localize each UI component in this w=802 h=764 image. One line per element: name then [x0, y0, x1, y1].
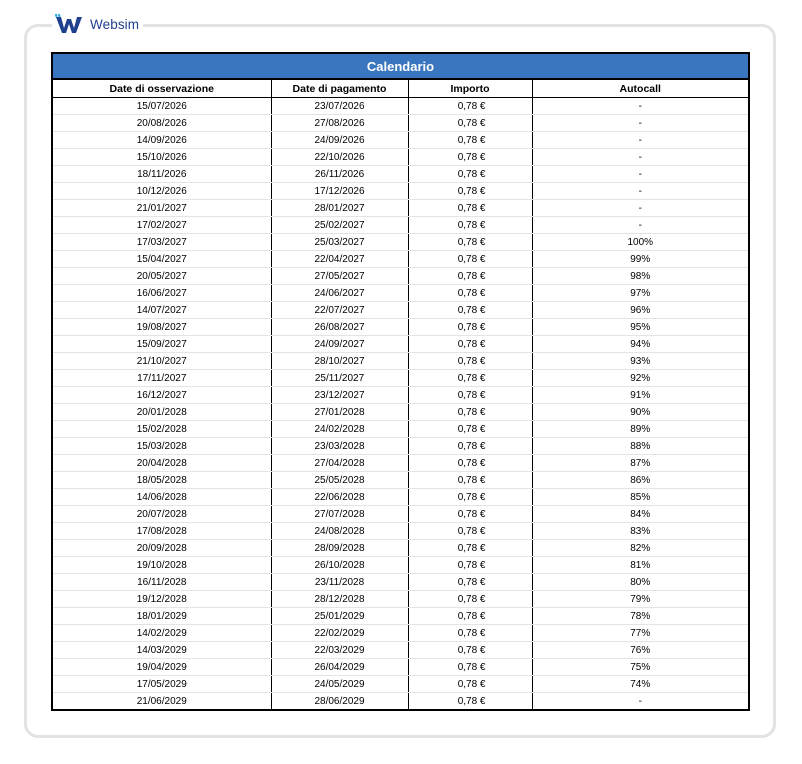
amount-value: 0,78 € [457, 338, 486, 350]
amount-cell [408, 234, 532, 251]
table-row [53, 455, 748, 472]
amount-value: 0,78 € [457, 134, 486, 146]
payment-date-cell: 17/12/2026 [271, 183, 408, 200]
observation-date-cell: 21/01/2027 [53, 200, 271, 217]
observation-date-cell: 20/09/2028 [53, 540, 271, 557]
calendar-table-container [51, 52, 750, 711]
autocall-cell: - [532, 115, 748, 132]
table-row [53, 693, 748, 710]
table-title: Calendario [53, 54, 748, 79]
amount-value: 0,78 € [457, 593, 486, 605]
autocall-cell: 95% [532, 319, 748, 336]
amount-value: 0,78 € [457, 287, 486, 299]
table-row [53, 217, 748, 234]
table-row [53, 132, 748, 149]
payment-date-cell: 26/11/2026 [271, 166, 408, 183]
payment-date-cell: 26/04/2029 [271, 659, 408, 676]
table-row [53, 574, 748, 591]
amount-cell [408, 251, 532, 268]
table-row [53, 353, 748, 370]
payment-date-cell: 22/03/2029 [271, 642, 408, 659]
observation-date-cell: 18/05/2028 [53, 472, 271, 489]
autocall-cell: 79% [532, 591, 748, 608]
autocall-cell: 91% [532, 387, 748, 404]
amount-value: 0,78 € [457, 202, 486, 214]
payment-date-cell: 25/05/2028 [271, 472, 408, 489]
amount-value: 0,78 € [457, 321, 486, 333]
table-row [53, 523, 748, 540]
table-row [53, 149, 748, 166]
amount-value: 0,78 € [457, 508, 486, 520]
amount-value: 0,78 € [457, 542, 486, 554]
payment-date-cell: 28/10/2027 [271, 353, 408, 370]
autocall-cell: 81% [532, 557, 748, 574]
table-row [53, 557, 748, 574]
table-row [53, 234, 748, 251]
table-row [53, 115, 748, 132]
amount-value: 0,78 € [457, 644, 486, 656]
autocall-cell: 89% [532, 421, 748, 438]
payment-date-cell: 27/04/2028 [271, 455, 408, 472]
observation-date-cell: 15/03/2028 [53, 438, 271, 455]
payment-date-cell: 22/04/2027 [271, 251, 408, 268]
amount-cell [408, 523, 532, 540]
payment-date-cell: 25/01/2029 [271, 608, 408, 625]
amount-cell [408, 404, 532, 421]
amount-value: 0,78 € [457, 117, 486, 129]
autocall-cell: - [532, 98, 748, 115]
payment-date-cell: 23/03/2028 [271, 438, 408, 455]
amount-cell [408, 625, 532, 642]
amount-cell [408, 319, 532, 336]
amount-value: 0,78 € [457, 678, 486, 690]
table-row [53, 438, 748, 455]
observation-date-cell: 20/08/2026 [53, 115, 271, 132]
amount-cell [408, 540, 532, 557]
table-row [53, 506, 748, 523]
table-row [53, 302, 748, 319]
autocall-cell: 83% [532, 523, 748, 540]
autocall-cell: 77% [532, 625, 748, 642]
payment-date-cell: 23/11/2028 [271, 574, 408, 591]
payment-date-cell: 25/11/2027 [271, 370, 408, 387]
payment-date-cell: 25/03/2027 [271, 234, 408, 251]
amount-cell [408, 659, 532, 676]
amount-cell [408, 200, 532, 217]
amount-cell [408, 506, 532, 523]
payment-date-cell: 22/02/2029 [271, 625, 408, 642]
amount-cell [408, 489, 532, 506]
observation-date-cell: 15/10/2026 [53, 149, 271, 166]
observation-date-cell: 17/05/2029 [53, 676, 271, 693]
observation-date-cell: 16/11/2028 [53, 574, 271, 591]
amount-value: 0,78 € [457, 627, 486, 639]
autocall-cell: - [532, 183, 748, 200]
autocall-cell: 74% [532, 676, 748, 693]
table-row [53, 268, 748, 285]
amount-value: 0,78 € [457, 100, 486, 112]
table-row [53, 472, 748, 489]
column-header-payment-date: Date di pagamento [271, 79, 408, 98]
amount-cell [408, 336, 532, 353]
payment-date-cell: 23/07/2026 [271, 98, 408, 115]
payment-date-cell: 24/09/2027 [271, 336, 408, 353]
amount-value: 0,78 € [457, 457, 486, 469]
brand-name: Websim [90, 16, 140, 32]
observation-date-cell: 18/11/2026 [53, 166, 271, 183]
table-row [53, 591, 748, 608]
amount-value: 0,78 € [457, 610, 486, 622]
payment-date-cell: 24/09/2026 [271, 132, 408, 149]
autocall-cell: 86% [532, 472, 748, 489]
autocall-cell: - [638, 695, 642, 707]
observation-date-cell: 17/03/2027 [53, 234, 271, 251]
table-row [53, 370, 748, 387]
autocall-cell: 80% [532, 574, 748, 591]
amount-value: 0,78 € [457, 389, 486, 401]
amount-value: 0,78 € [457, 304, 486, 316]
table-row [53, 98, 748, 115]
observation-date-cell: 14/09/2026 [53, 132, 271, 149]
amount-cell [408, 115, 532, 132]
autocall-cell: 90% [532, 404, 748, 421]
autocall-cell: 82% [532, 540, 748, 557]
websim-logo [52, 12, 143, 36]
amount-cell [408, 608, 532, 625]
autocall-cell: 92% [532, 370, 748, 387]
observation-date-cell: 19/04/2029 [53, 659, 271, 676]
autocall-cell: - [532, 217, 748, 234]
payment-date-cell: 24/05/2029 [271, 676, 408, 693]
amount-cell [408, 693, 532, 710]
payment-date-cell: 24/06/2027 [271, 285, 408, 302]
amount-cell [408, 268, 532, 285]
table-row [53, 183, 748, 200]
observation-date-cell: 14/03/2029 [53, 642, 271, 659]
column-header-observation-date: Date di osservazione [53, 79, 271, 98]
amount-value: 0,78 € [457, 491, 486, 503]
autocall-cell: 76% [532, 642, 748, 659]
autocall-cell: 94% [532, 336, 748, 353]
amount-value: 0,78 € [457, 253, 486, 265]
observation-date-cell: 21/06/2029 [53, 693, 271, 710]
observation-date-cell: 19/08/2027 [53, 319, 271, 336]
amount-value: 0,78 € [457, 661, 486, 673]
amount-value: 0,78 € [457, 440, 486, 452]
payment-date-cell: 26/08/2027 [271, 319, 408, 336]
payment-date-cell: 28/06/2029 [271, 693, 408, 710]
autocall-cell: - [532, 166, 748, 183]
autocall-cell: 84% [532, 506, 748, 523]
table-header-row [53, 79, 748, 98]
observation-date-cell: 18/01/2029 [53, 608, 271, 625]
amount-cell [408, 302, 532, 319]
observation-date-cell: 20/04/2028 [53, 455, 271, 472]
amount-value: 0,78 € [457, 559, 486, 571]
amount-cell [408, 421, 532, 438]
observation-date-cell: 15/04/2027 [53, 251, 271, 268]
table-row [53, 676, 748, 693]
observation-date-cell: 20/01/2028 [53, 404, 271, 421]
amount-cell [408, 438, 532, 455]
table-row [53, 387, 748, 404]
amount-cell [408, 166, 532, 183]
table-row [53, 166, 748, 183]
payment-date-cell: 27/01/2028 [271, 404, 408, 421]
autocall-cell: 88% [532, 438, 748, 455]
table-row [53, 200, 748, 217]
amount-value: 0,78 € [457, 270, 486, 282]
amount-cell [408, 591, 532, 608]
observation-date-cell: 17/11/2027 [53, 370, 271, 387]
observation-date-cell: 17/02/2027 [53, 217, 271, 234]
amount-cell [408, 455, 532, 472]
calendar-table [53, 54, 748, 709]
autocall-cell: - [532, 200, 748, 217]
amount-value: 0,78 € [457, 423, 486, 435]
table-row [53, 642, 748, 659]
amount-cell [408, 353, 532, 370]
payment-date-cell: 25/02/2027 [271, 217, 408, 234]
amount-cell [408, 642, 532, 659]
amount-value: 0,78 € [457, 695, 486, 707]
table-row [53, 404, 748, 421]
payment-date-cell: 22/06/2028 [271, 489, 408, 506]
autocall-cell: 96% [532, 302, 748, 319]
observation-date-cell: 19/10/2028 [53, 557, 271, 574]
payment-date-cell: 28/09/2028 [271, 540, 408, 557]
table-row [53, 319, 748, 336]
table-row [53, 336, 748, 353]
autocall-cell: 87% [532, 455, 748, 472]
autocall-cell: 85% [532, 489, 748, 506]
amount-value: 0,78 € [457, 236, 486, 248]
observation-date-cell: 15/07/2026 [53, 98, 271, 115]
observation-date-cell: 15/02/2028 [53, 421, 271, 438]
amount-cell [408, 387, 532, 404]
autocall-cell: 100% [532, 234, 748, 251]
observation-date-cell: 17/08/2028 [53, 523, 271, 540]
amount-value: 0,78 € [457, 372, 486, 384]
table-title-row [53, 54, 748, 79]
observation-date-cell: 19/12/2028 [53, 591, 271, 608]
amount-value: 0,78 € [457, 219, 486, 231]
amount-value: 0,78 € [457, 576, 486, 588]
table-row [53, 608, 748, 625]
payment-date-cell: 27/05/2027 [271, 268, 408, 285]
autocall-cell: 99% [532, 251, 748, 268]
payment-date-cell: 26/10/2028 [271, 557, 408, 574]
table-row [53, 625, 748, 642]
autocall-cell: 78% [532, 608, 748, 625]
amount-value: 0,78 € [457, 185, 486, 197]
payment-date-cell: 24/02/2028 [271, 421, 408, 438]
observation-date-cell: 21/10/2027 [53, 353, 271, 370]
autocall-cell: 75% [532, 659, 748, 676]
amount-cell [408, 217, 532, 234]
observation-date-cell: 15/09/2027 [53, 336, 271, 353]
payment-date-cell: 27/08/2026 [271, 115, 408, 132]
payment-date-cell: 23/12/2027 [271, 387, 408, 404]
amount-cell [408, 132, 532, 149]
table-row [53, 489, 748, 506]
amount-cell [408, 370, 532, 387]
observation-date-cell: 16/12/2027 [53, 387, 271, 404]
amount-cell [408, 574, 532, 591]
column-header-autocall: Autocall [532, 79, 748, 98]
table-row [53, 285, 748, 302]
amount-cell [408, 557, 532, 574]
payment-date-cell: 22/10/2026 [271, 149, 408, 166]
observation-date-cell: 14/02/2029 [53, 625, 271, 642]
table-row [53, 659, 748, 676]
observation-date-cell: 14/07/2027 [53, 302, 271, 319]
amount-value: 0,78 € [457, 355, 486, 367]
table-body [53, 98, 748, 710]
table-row [53, 421, 748, 438]
observation-date-cell: 20/07/2028 [53, 506, 271, 523]
amount-cell [408, 98, 532, 115]
amount-cell [408, 149, 532, 166]
amount-value: 0,78 € [457, 525, 486, 537]
payment-date-cell: 24/08/2028 [271, 523, 408, 540]
amount-cell [408, 285, 532, 302]
autocall-cell: 97% [532, 285, 748, 302]
observation-date-cell: 14/06/2028 [53, 489, 271, 506]
autocall-cell: 98% [532, 268, 748, 285]
observation-date-cell: 20/05/2027 [53, 268, 271, 285]
websim-w-logo-icon [54, 13, 88, 35]
table-row [53, 251, 748, 268]
amount-cell [408, 472, 532, 489]
autocall-cell: 93% [532, 353, 748, 370]
payment-date-cell: 28/12/2028 [271, 591, 408, 608]
payment-date-cell: 27/07/2028 [271, 506, 408, 523]
column-header-amount: Importo [408, 79, 532, 98]
autocall-cell: - [532, 132, 748, 149]
payment-date-cell: 22/07/2027 [271, 302, 408, 319]
autocall-cell: - [532, 149, 748, 166]
amount-cell [408, 676, 532, 693]
amount-value: 0,78 € [457, 474, 486, 486]
table-row [53, 540, 748, 557]
amount-cell [408, 183, 532, 200]
amount-value: 0,78 € [457, 406, 486, 418]
amount-value: 0,78 € [457, 151, 486, 163]
observation-date-cell: 16/06/2027 [53, 285, 271, 302]
observation-date-cell: 10/12/2026 [53, 183, 271, 200]
amount-value: 0,78 € [457, 168, 486, 180]
payment-date-cell: 28/01/2027 [271, 200, 408, 217]
